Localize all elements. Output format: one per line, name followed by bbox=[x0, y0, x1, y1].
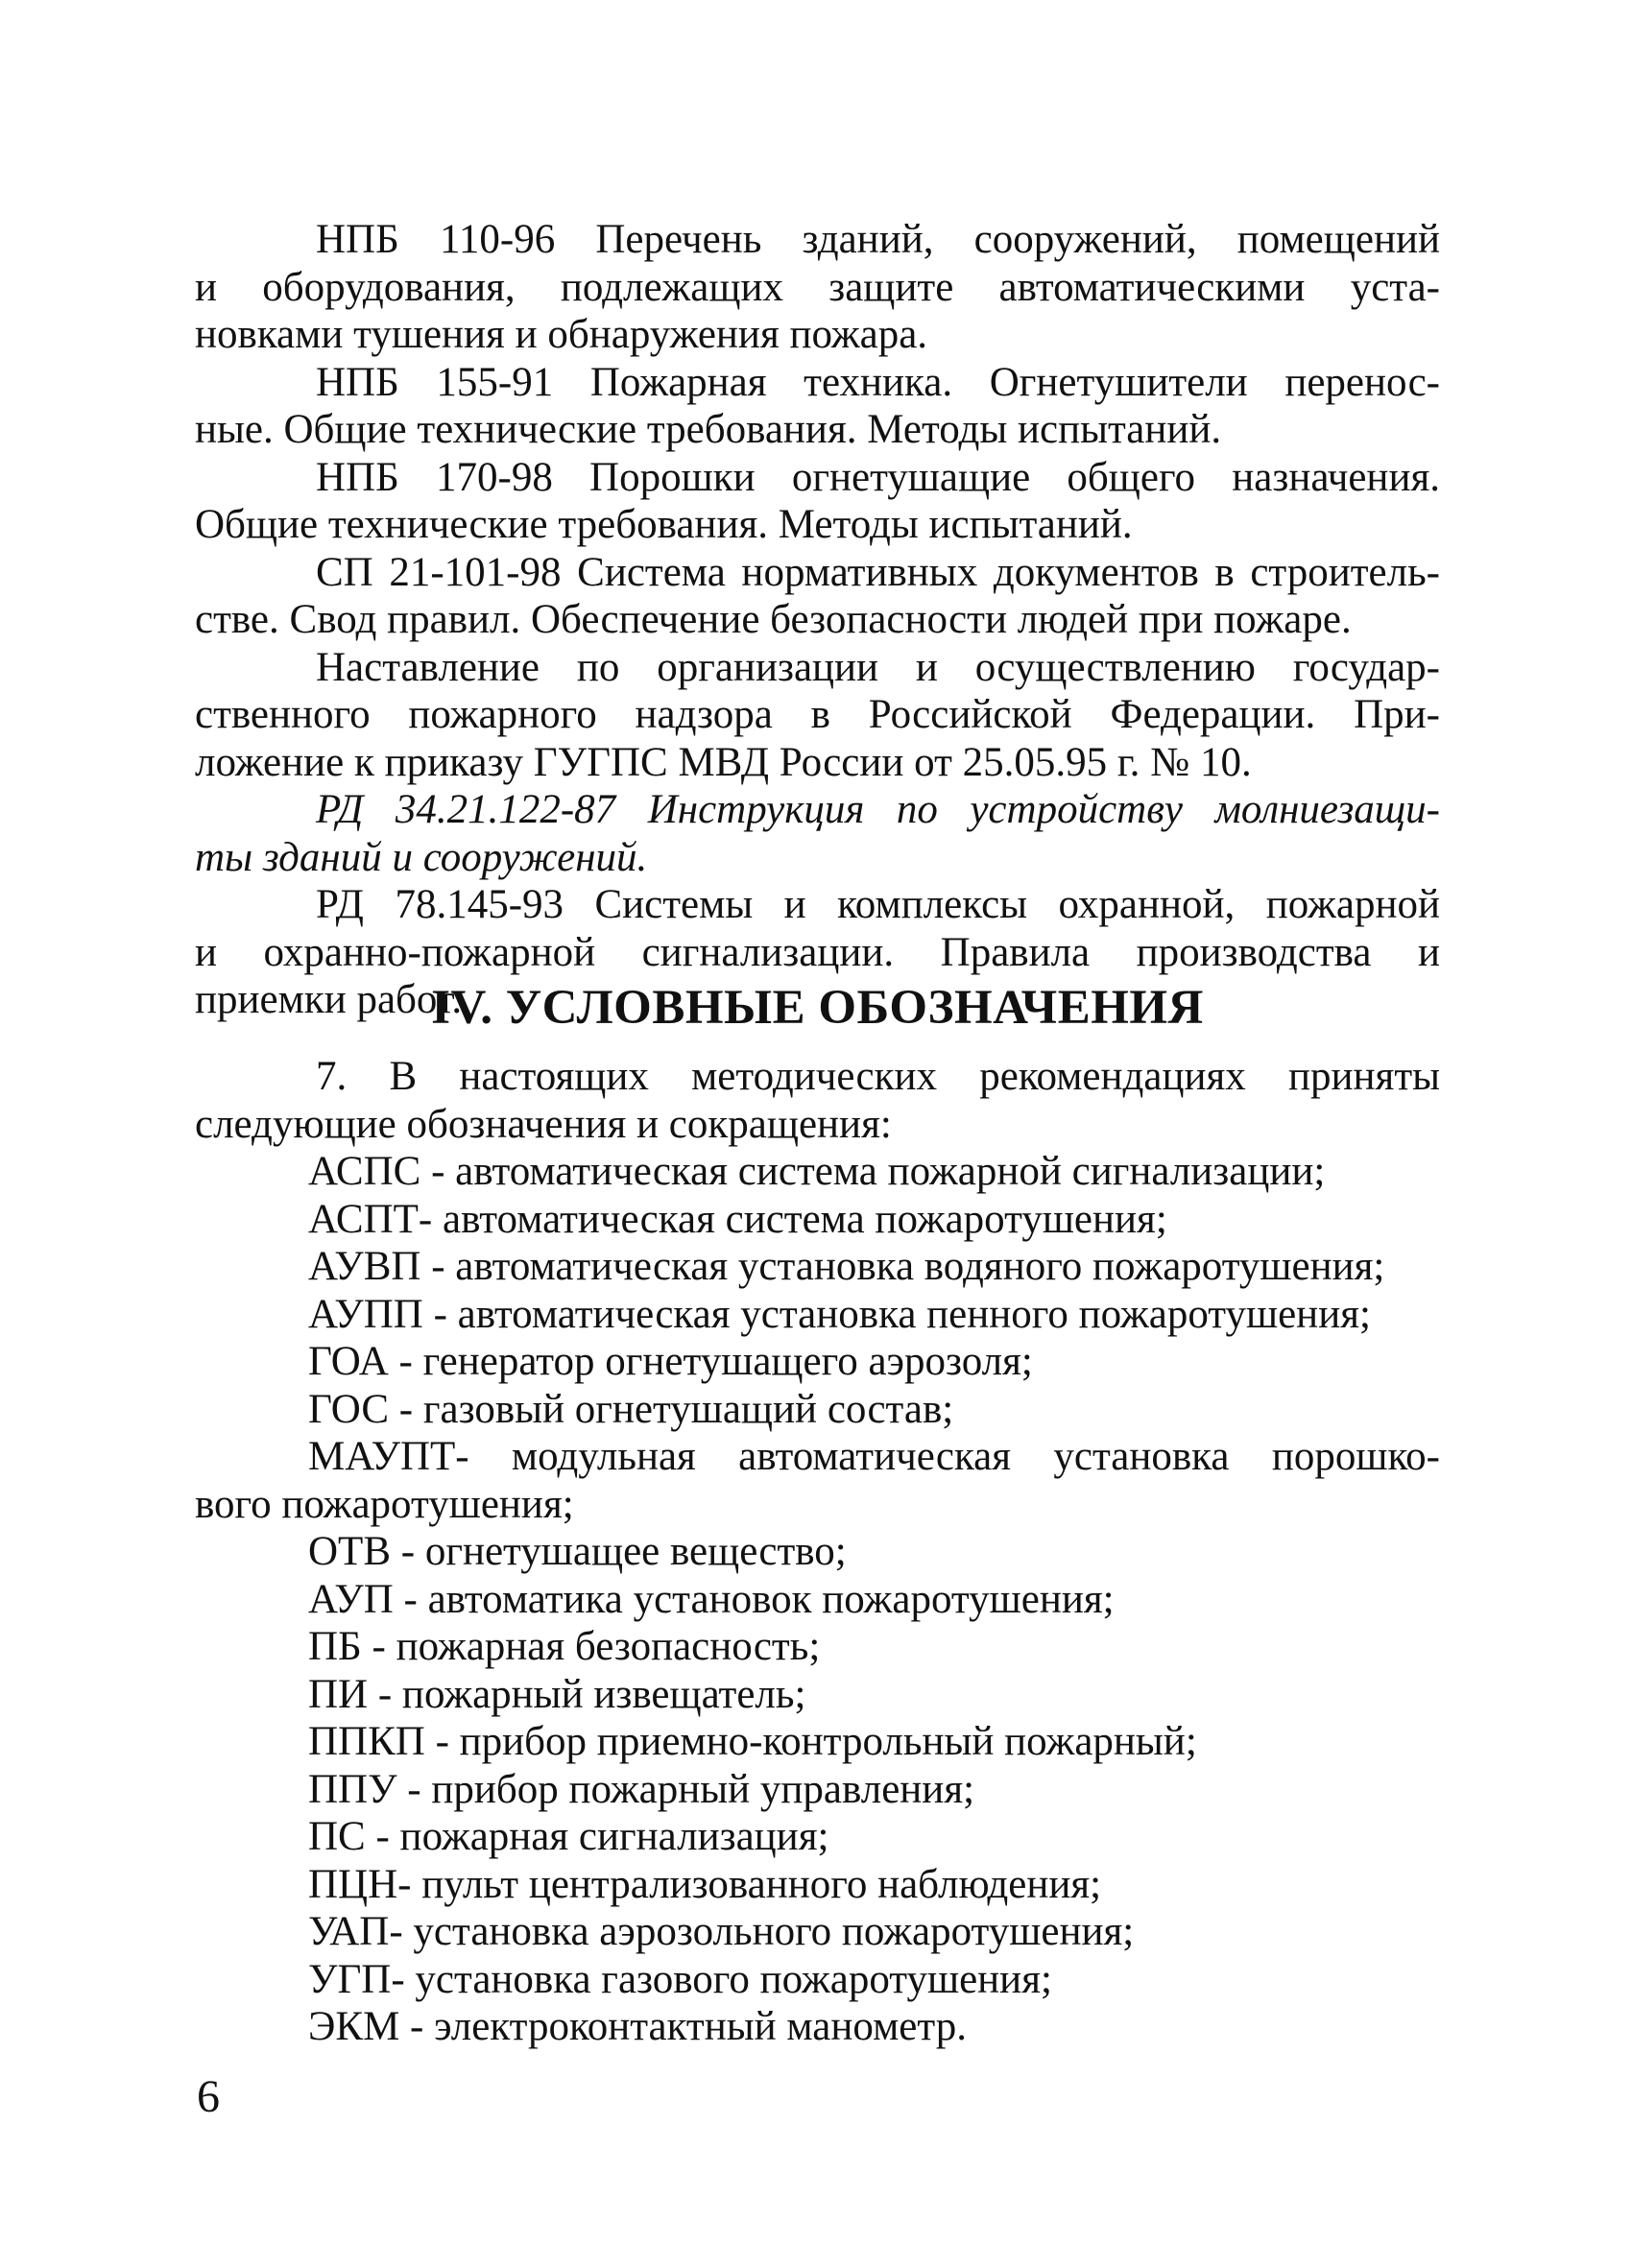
abbreviation-line: ПЦН- пульт централизованного наблюдения; bbox=[308, 1861, 1102, 1907]
reference-line: и оборудования, подлежащих защите автоматическими уста- bbox=[195, 264, 1440, 310]
reference-line: РД 78.145-93 Системы и комплексы охранной, пожарной bbox=[316, 882, 1440, 927]
reference-line: стве. Свод правил. Обеспечение безопасности людей при пожаре. bbox=[195, 597, 1352, 642]
abbreviation-line: МАУПТ- модульная автоматическая установка порошко- bbox=[308, 1434, 1440, 1479]
abbreviation-line: ГОС - газовый огнетушащий состав; bbox=[308, 1386, 954, 1432]
intro-line: следующие обозначения и сокращения: bbox=[195, 1101, 892, 1147]
reference-line: СП 21-101-98 Система нормативных документов в строитель- bbox=[316, 549, 1440, 595]
abbreviation-line: АУВП - автоматическая установка водяного пожаротушения; bbox=[308, 1244, 1385, 1289]
references-list bbox=[195, 216, 1440, 1024]
reference-line: ты зданий и сооружений. bbox=[195, 834, 648, 880]
abbreviation-line: АУП - автоматика установок пожаротушения; bbox=[308, 1576, 1115, 1622]
abbreviation-line: ГОА - генератор огнетушащего аэрозоля; bbox=[308, 1339, 1033, 1384]
abbreviation-line: УАП- установка аэрозольного пожаротушения; bbox=[308, 1909, 1135, 1954]
abbreviation-line: ППУ - прибор пожарный управления; bbox=[308, 1766, 975, 1812]
abbreviation-line: УГП- установка газового пожаротушения; bbox=[308, 1956, 1052, 2002]
abbreviation-line: АУПП - автоматическая установка пенного пожаротушения; bbox=[308, 1291, 1371, 1337]
reference-line: ложение к приказу ГУГПС МВД России от 25.05.95 г. № 10. bbox=[195, 739, 1252, 785]
section-heading: IV. УСЛОВНЫЕ ОБОЗНАЧЕНИЯ bbox=[431, 981, 1204, 1035]
abbreviation-line: ЭКМ - электроконтактный манометр. bbox=[308, 2004, 967, 2049]
abbreviation-line: АСПТ- автоматическая система пожаротушения; bbox=[308, 1196, 1167, 1242]
abbreviation-line: ПИ - пожарный извещатель; bbox=[308, 1671, 806, 1717]
abbreviations-list bbox=[195, 1148, 1440, 2051]
reference-line: РД 34.21.122-87 Инструкция по устройству молниезащи- bbox=[316, 787, 1440, 832]
section-intro bbox=[195, 1053, 1440, 1148]
reference-line: ные. Общие технические требования. Методы испытаний. bbox=[195, 407, 1222, 452]
reference-line: НПБ 110-96 Перечень зданий, сооружений, помещений bbox=[316, 217, 1440, 262]
abbreviation-line: АСПС - автоматическая система пожарной сигнализации; bbox=[308, 1149, 1326, 1194]
reference-line: ственного пожарного надзора в Российской Федерации. При- bbox=[195, 692, 1440, 737]
reference-line: приемки работ. bbox=[195, 977, 463, 1022]
abbreviation-line: ПС - пожарная сигнализация; bbox=[308, 1814, 829, 1859]
reference-line: и охранно-пожарной сигнализации. Правила производства и bbox=[195, 929, 1440, 975]
page-number: 6 bbox=[197, 2071, 220, 2122]
reference-line: НПБ 170-98 Порошки огнетушащие общего назначения. bbox=[316, 454, 1440, 500]
reference-line: новками тушения и обнаружения пожара. bbox=[195, 312, 928, 357]
section-heading-block bbox=[195, 973, 1440, 1042]
abbreviation-line: ППКП - прибор приемно-контрольный пожарный; bbox=[308, 1719, 1197, 1764]
abbreviation-line: ПБ - пожарная безопасность; bbox=[308, 1624, 821, 1669]
reference-line: НПБ 155-91 Пожарная техника. Огнетушители перенос- bbox=[316, 359, 1440, 405]
reference-line: Общие технические требования. Методы испытаний. bbox=[195, 502, 1133, 547]
intro-line: 7. В настоящих методических рекомендациях приняты bbox=[316, 1054, 1440, 1099]
abbreviation-line: вого пожаротушения; bbox=[195, 1481, 574, 1527]
abbreviation-line: ОТВ - огнетушащее вещество; bbox=[308, 1529, 847, 1574]
reference-line: Наставление по организации и осуществлению государ- bbox=[316, 644, 1440, 690]
